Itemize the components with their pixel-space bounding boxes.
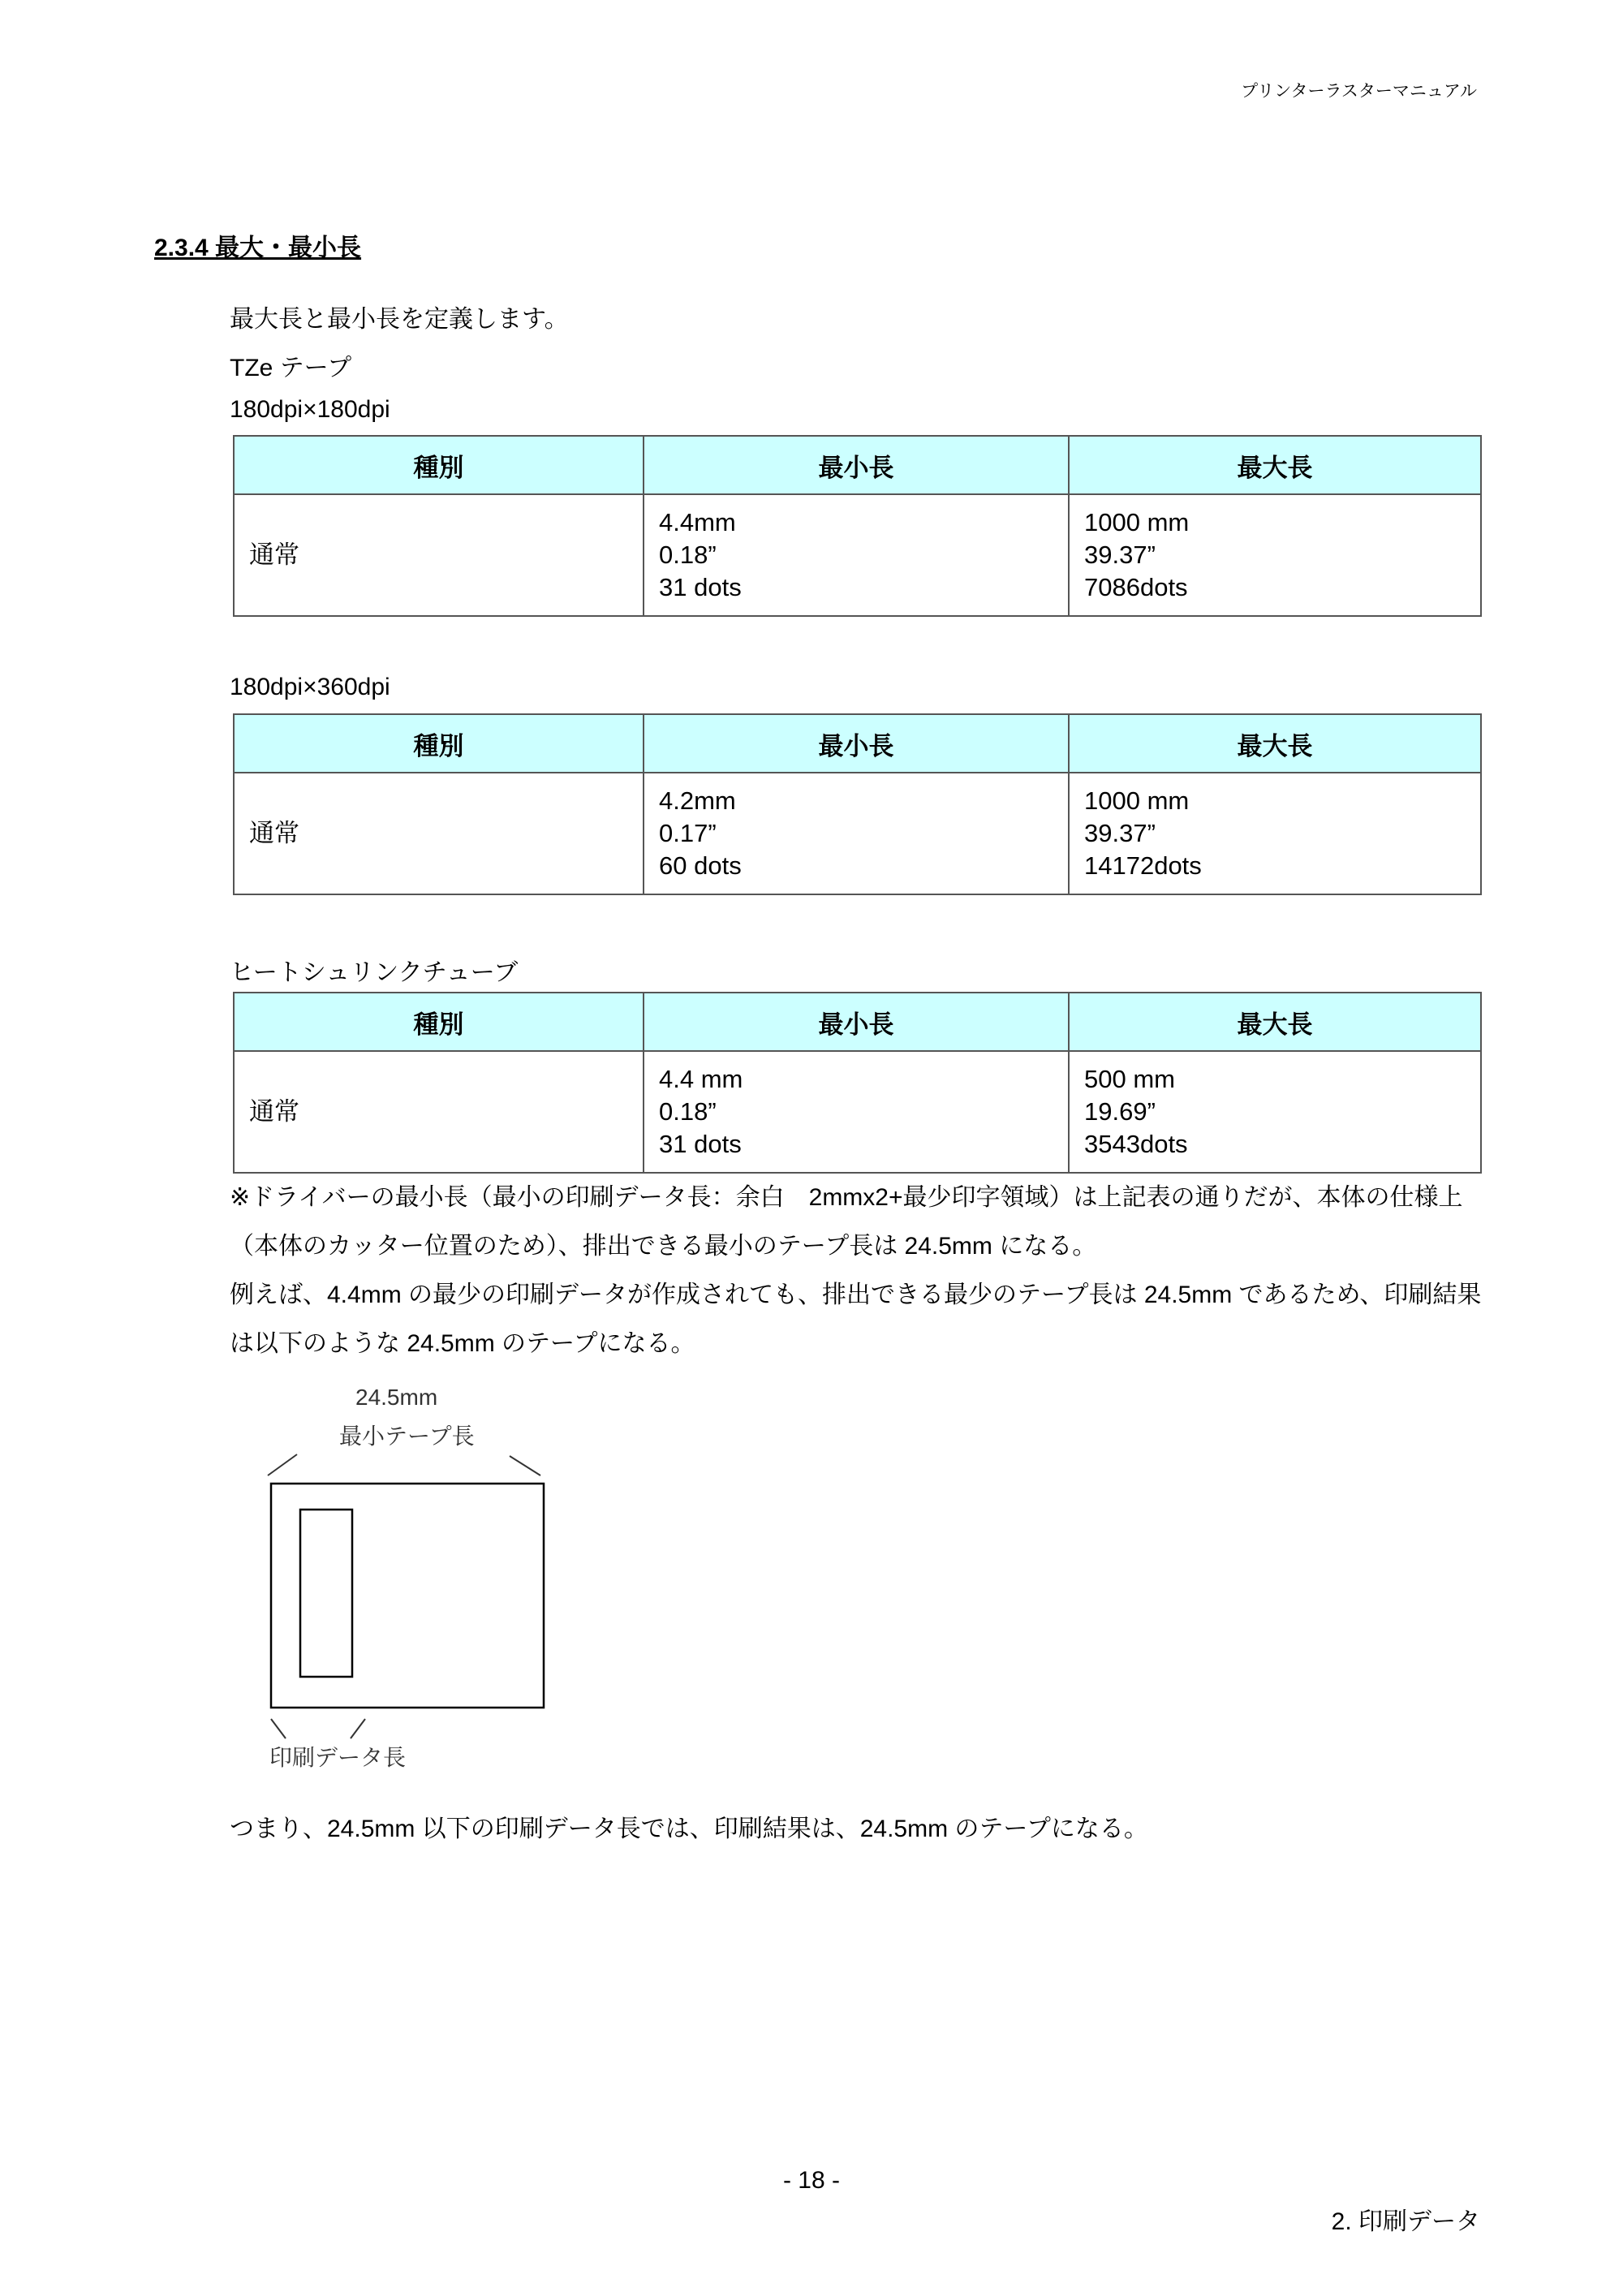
running-header: プリンターラスターマニュアル — [1241, 82, 1477, 101]
table-caption: 180dpi×360dpi — [230, 674, 390, 700]
min-dots: 31 dots — [659, 573, 742, 601]
page-number: - 18 - — [782, 2167, 841, 2194]
header-max-length: 最大長 — [1069, 993, 1481, 1051]
max-dots: 14172dots — [1084, 851, 1202, 880]
intro-text: 最大長と最小長を定義します。 — [230, 306, 569, 333]
header-type: 種別 — [234, 714, 644, 773]
chapter-label: 2. 印刷データ — [1331, 2208, 1480, 2235]
min-mm: 4.4 mm — [659, 1065, 743, 1093]
table-row — [234, 773, 1481, 894]
header-min-length: 最小長 — [644, 714, 1069, 773]
table-header-row — [234, 993, 1481, 1051]
min-mm: 4.2mm — [659, 786, 736, 815]
tape-length-figure — [243, 1380, 568, 1777]
header-max-length: 最大長 — [1069, 436, 1481, 494]
table-row — [234, 1051, 1481, 1173]
max-dots: 7086dots — [1084, 573, 1188, 601]
notes-block — [230, 1174, 1483, 1368]
cell-min-length — [644, 773, 1069, 894]
min-inch: 0.18” — [659, 541, 717, 569]
spec-table-180x180 — [233, 435, 1482, 617]
table-header-row — [234, 714, 1481, 773]
tape-diagram — [243, 1380, 568, 1777]
max-inch: 39.37” — [1084, 541, 1156, 569]
max-mm: 500 mm — [1084, 1065, 1175, 1093]
max-dots: 3543dots — [1084, 1130, 1188, 1158]
leader-line — [268, 1454, 297, 1475]
conclusion-text: つまり、24.5mm 以下の印刷データ長では、印刷結果は、24.5mm のテープになる。 — [230, 1816, 1148, 1842]
spec-table-heat-shrink-tube — [233, 992, 1482, 1174]
max-mm: 1000 mm — [1084, 786, 1190, 815]
min-inch: 0.18” — [659, 1097, 717, 1126]
header-type: 種別 — [234, 993, 644, 1051]
cell-max-length — [1069, 494, 1481, 616]
min-dots: 60 dots — [659, 851, 742, 880]
tape-type-label: TZe テープ — [230, 355, 352, 381]
leader-line — [510, 1456, 540, 1475]
min-inch: 0.17” — [659, 819, 717, 847]
figure-tape-length-label: 最小テープ長 — [339, 1424, 475, 1449]
min-dots: 31 dots — [659, 1130, 742, 1158]
max-mm: 1000 mm — [1084, 508, 1190, 536]
print-data-area — [300, 1510, 352, 1677]
header-type: 種別 — [234, 436, 644, 494]
note-example: 例えば、4.4mm の最少の印刷データが作成されても、排出できる最少のテープ長は 24.5mm であるため、印刷結果は以下のような 24.5mm のテープになる。 — [230, 1282, 1482, 1357]
leader-line — [271, 1719, 286, 1738]
cell-type: 通常 — [234, 494, 644, 616]
cell-max-length — [1069, 1051, 1481, 1173]
table-header-row — [234, 436, 1481, 494]
max-inch: 19.69” — [1084, 1097, 1156, 1126]
tape-outline — [271, 1484, 544, 1708]
header-min-length: 最小長 — [644, 436, 1069, 494]
cell-type: 通常 — [234, 1051, 644, 1173]
section-heading: 2.3.4 最大・最小長 — [154, 235, 362, 261]
spec-table-180x360 — [233, 713, 1482, 895]
cell-min-length — [644, 1051, 1069, 1173]
leader-line — [351, 1719, 365, 1738]
min-mm: 4.4mm — [659, 508, 736, 536]
table-caption: ヒートシュリンクチューブ — [230, 959, 519, 986]
figure-tape-length-value: 24.5mm — [355, 1385, 438, 1410]
cell-type: 通常 — [234, 773, 644, 894]
cell-min-length — [644, 494, 1069, 616]
note-cutter-position: ※ドライバーの最小長（最小の印刷データ長：余白 2mmx2+最少印字領域）は上記表の通りだが、本体の仕様上（本体のカッター位置のため）、排出できる最小のテープ長は 24.5mm になる。 — [230, 1184, 1463, 1260]
header-max-length: 最大長 — [1069, 714, 1481, 773]
table-caption: 180dpi×180dpi — [230, 396, 390, 423]
header-min-length: 最小長 — [644, 993, 1069, 1051]
max-inch: 39.37” — [1084, 819, 1156, 847]
figure-data-length-label: 印刷データ長 — [269, 1745, 407, 1770]
table-row — [234, 494, 1481, 616]
cell-max-length — [1069, 773, 1481, 894]
